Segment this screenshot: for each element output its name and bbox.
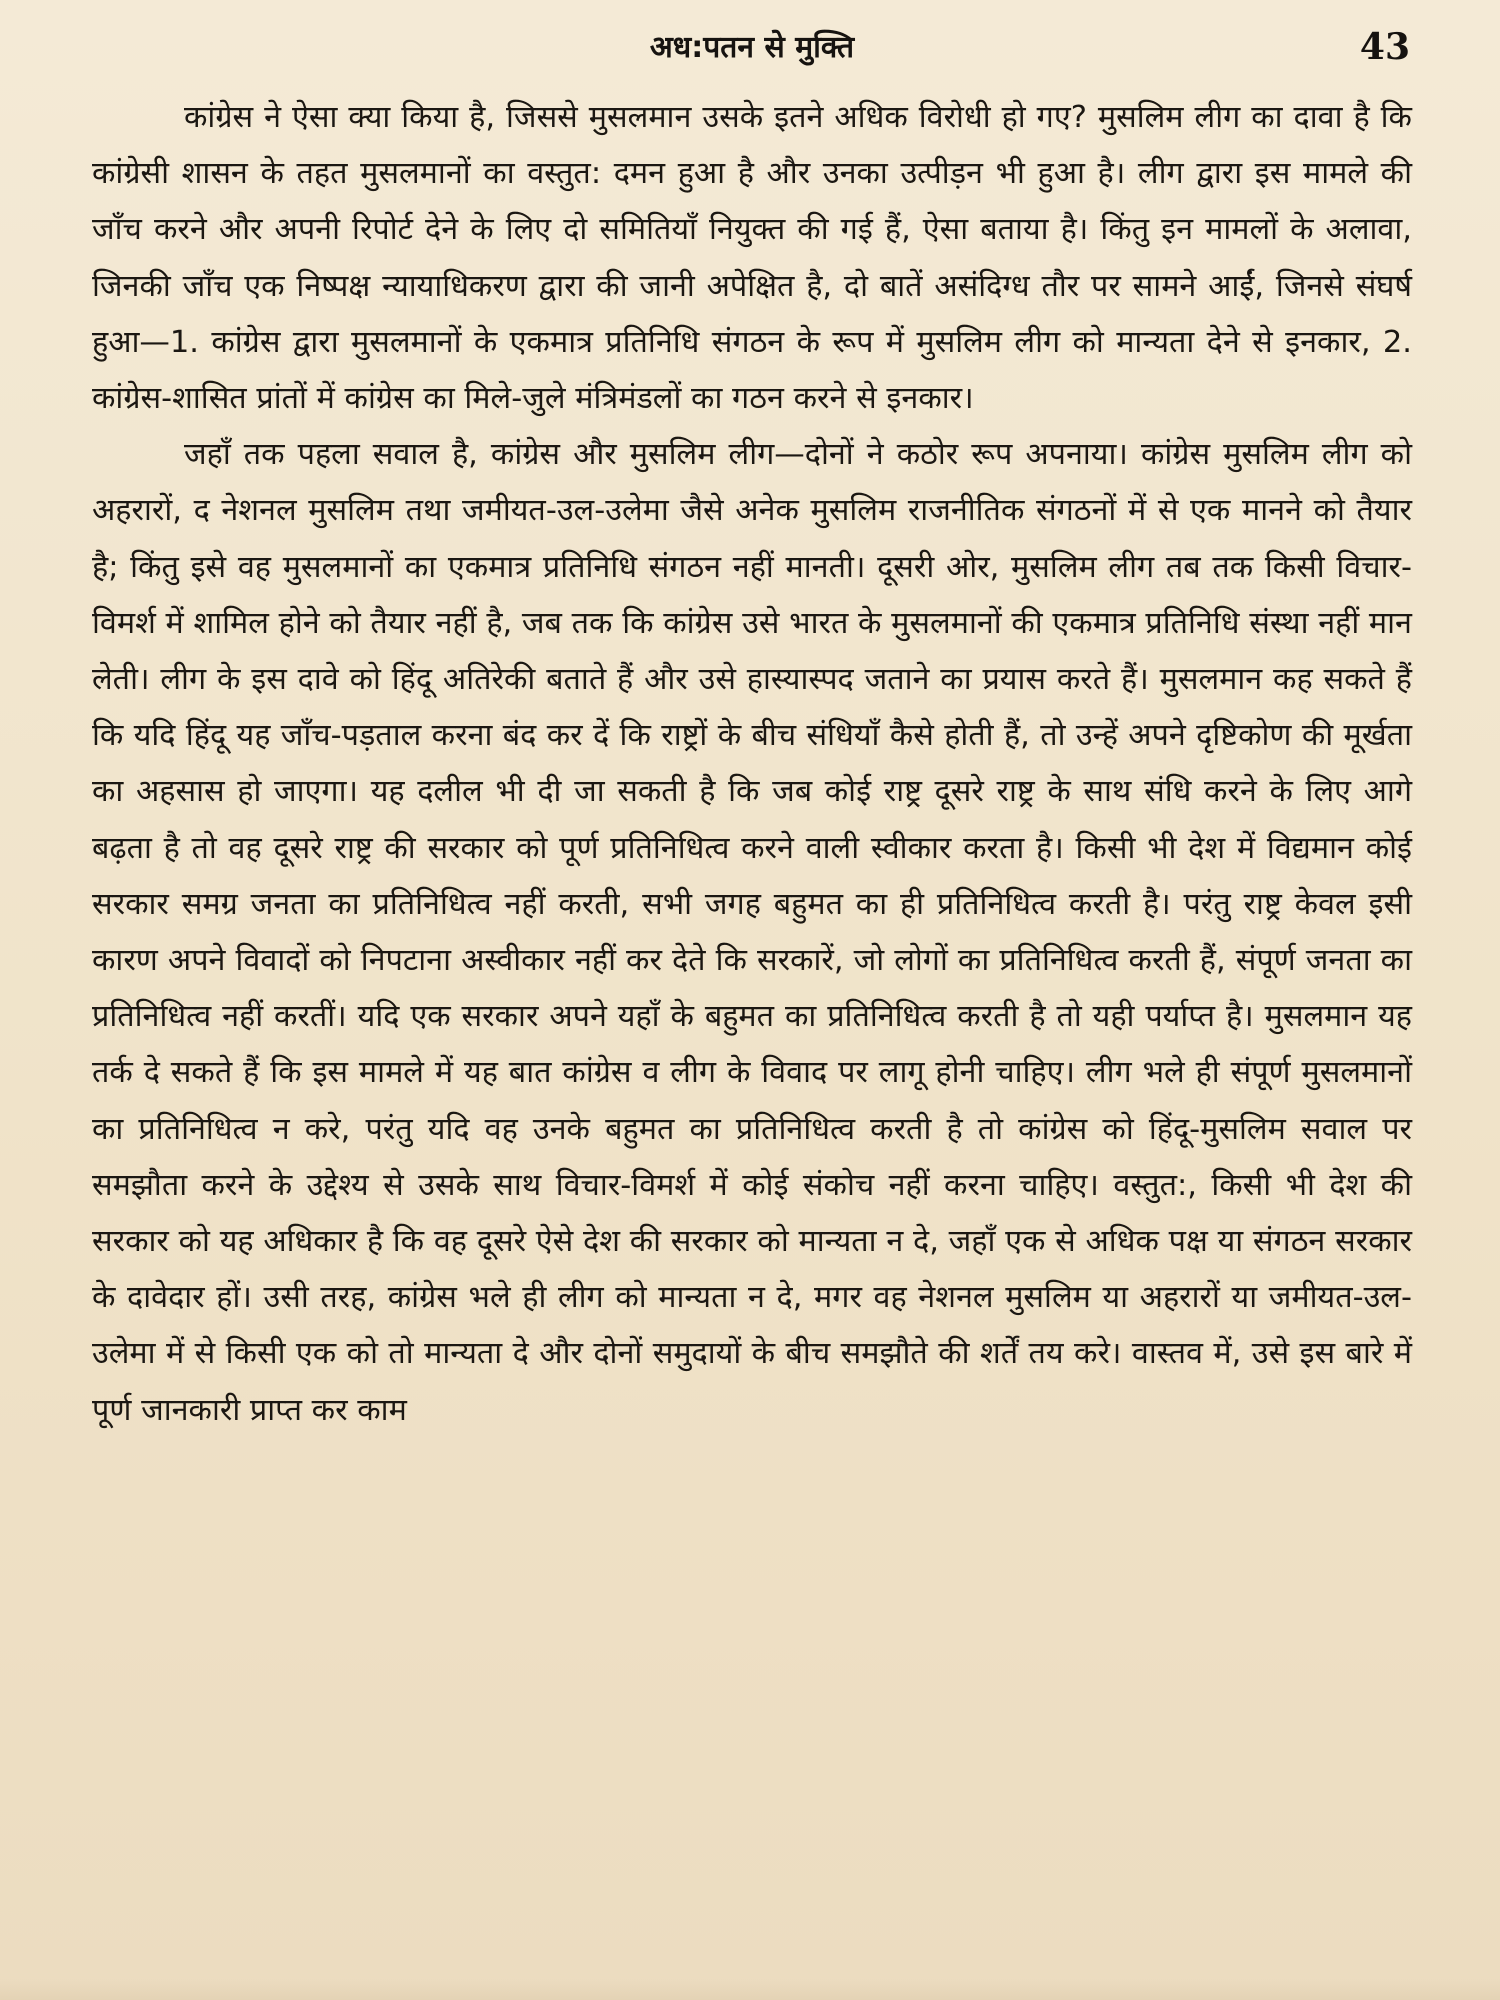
paragraph-1: कांग्रेस ने ऐसा क्या किया है, जिससे मुसलमान उसके इतने अधिक विरोधी हो गए? मुसलिम लीग का दावा है कि कांग्रेसी शासन के तहत मुसलमानों का वस्तुत: दमन हुआ है और उनका उत्पीड़न भी हुआ है। लीग द्वारा इस मामले की जाँच करने और अपनी रिपोर्ट देने के लिए दो समितियाँ नियुक्त की गई हैं, ऐसा बताया है। किंतु इन मामलों के अलावा, जिनकी जाँच एक निष्पक्ष न्यायाधिकरण द्वारा की जानी अपेक्षित है, दो बातें असंदिग्ध तौर पर सामने आईं, जिनसे संघर्ष हुआ—1. कांग्रेस द्वारा मुसलमानों के एकमात्र प्रतिनिधि संगठन के रूप में मुसलिम लीग को मान्यता देने से इनकार, 2. कांग्रेस-शासित प्रांतों में कांग्रेस का मिले-जुले मंत्रिमंडलों का गठन करने से इनकार। bbox=[92, 100, 1412, 417]
paragraph-2: जहाँ तक पहला सवाल है, कांग्रेस और मुसलिम लीग—दोनों ने कठोर रूप अपनाया। कांग्रेस मुसलिम लीग को अहरारों, द नेशनल मुसलिम तथा जमीयत-उल-उलेमा जैसे अनेक मुसलिम राजनीतिक संगठनों में से एक मानने को तैयार है; किंतु इसे वह मुसलमानों का एकमात्र प्रतिनिधि संगठन नहीं मानती। दूसरी ओर, मुसलिम लीग तब तक किसी विचार-विमर्श में शामिल होने को तैयार नहीं है, जब तक कि कांग्रेस उसे भारत के मुसलमानों की एकमात्र प्रतिनिधि संस्था नहीं मान लेती। लीग के इस दावे को हिंदू अतिरेकी बताते हैं और उसे हास्यास्पद जताने का प्रयास करते हैं। मुसलमान कह सकते हैं कि यदि हिंदू यह जाँच-पड़ताल करना बंद कर दें कि राष्ट्रों के बीच संधियाँ कैसे होती हैं, तो उन्हें अपने दृष्टिकोण की मूर्खता का अहसास हो जाएगा। यह दलील भी दी जा सकती है कि जब कोई राष्ट्र दूसरे राष्ट्र के साथ संधि करने के लिए आगे बढ़ता है तो वह दूसरे राष्ट्र की सरकार को पूर्ण प्रतिनिधित्व करने वाली स्वीकार करता है। किसी भी देश में विद्यमान कोई सरकार समग्र जनता का प्रतिनिधित्व नहीं करती, सभी जगह बहुमत का ही प्रतिनिधित्व करती है। परंतु राष्ट्र केवल इसी कारण अपने विवादों को निपटाना अस्वीकार नहीं कर देते कि सरकारें, जो लोगों का प्रतिनिधित्व करती हैं, संपूर्ण जनता का प्रतिनिधित्व नहीं करतीं। यदि एक सरकार अपने यहाँ के बहुमत का प्रतिनिधित्व करती है तो यही पर्याप्त है। मुसलमान यह तर्क दे सकते हैं कि इस मामले में यह बात कांग्रेस व लीग के विवाद पर लागू होनी चाहिए। लीग भले ही संपूर्ण मुसलमानों का प्रतिनिधित्व न करे, परंतु यदि वह उनके बहुमत का प्रतिनिधित्व करती है तो कांग्रेस को हिंदू-मुसलिम सवाल पर समझौता करने के उद्देश्य से उसके साथ विचार-विमर्श में कोई संकोच नहीं करना चाहिए। वस्तुत:, किसी भी देश की सरकार को यह अधिकार है कि वह दूसरे ऐसे देश की सरकार को मान्यता न दे, जहाँ एक से अधिक पक्ष या संगठन सरकार के दावेदार हों। उसी तरह, कांग्रेस भले ही लीग को मान्यता न दे, मगर वह नेशनल मुसलिम या अहरारों या जमीयत-उल-उलेमा में से किसी एक को तो मान्यता दे और दोनों समुदायों के बीच समझौते की शर्तें तय करे। वास्तव में, उसे इस बारे में पूर्ण जानकारी प्राप्त कर काम bbox=[92, 437, 1412, 1428]
page-header bbox=[92, 20, 1412, 90]
running-title: अध:पतन से मुक्ति bbox=[649, 30, 855, 65]
page-edge-shadow bbox=[0, 1978, 1500, 2000]
page-number: 43 bbox=[1359, 26, 1410, 68]
body-text bbox=[92, 90, 1412, 1439]
